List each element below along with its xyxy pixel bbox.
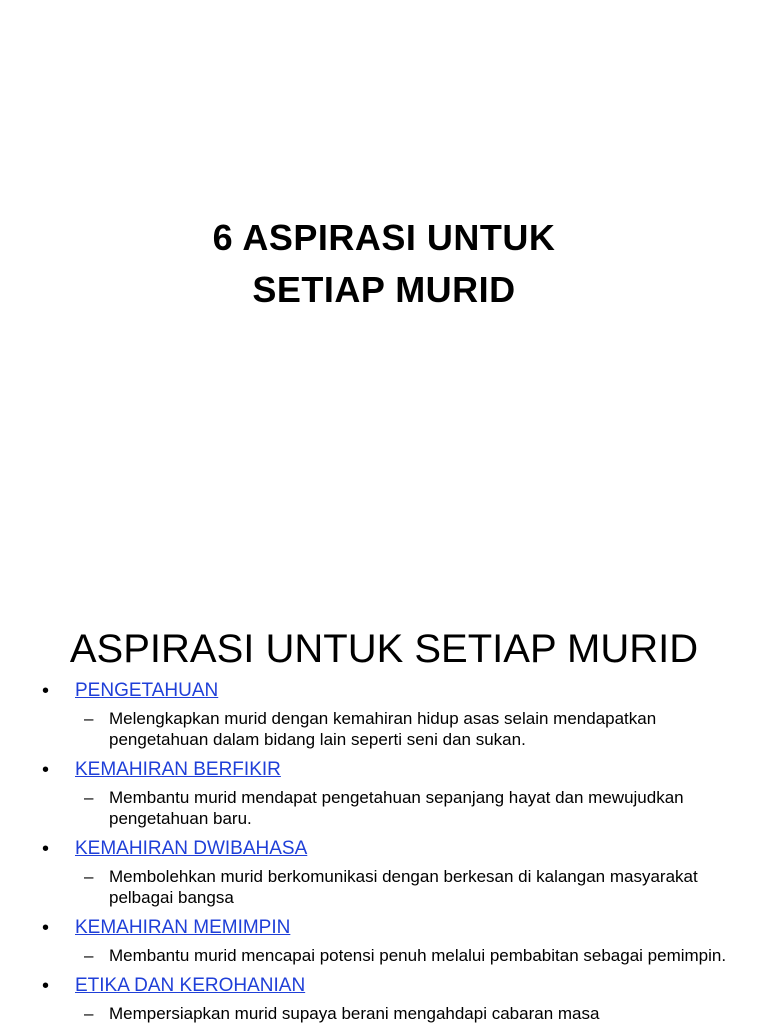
- list-item: [0, 755, 768, 829]
- bullet-icon: •: [42, 838, 50, 860]
- bullet-heading: [0, 834, 768, 864]
- slide-2-title: ASPIRASI UNTUK SETIAP MURID: [69, 627, 699, 671]
- list-item: [0, 971, 768, 1024]
- link-kemahiran-dwibahasa[interactable]: KEMAHIRAN DWIBAHASA: [75, 838, 308, 859]
- bullet-icon: •: [42, 680, 50, 702]
- slide-1-title: [0, 212, 768, 316]
- description-text: Membantu murid mendapat pengetahuan sepanjang hayat dan mewujudkan pengetahuan baru.: [109, 788, 684, 828]
- description-text: Membolehkan murid berkomunikasi dengan berkesan di kalangan masyarakat pelbagai bangsa: [109, 867, 698, 907]
- dash-icon: –: [84, 946, 94, 965]
- bullet-heading: [0, 755, 768, 785]
- dash-icon: –: [84, 1004, 94, 1023]
- bullet-description: [0, 866, 768, 908]
- slide-1-title-line-2: SETIAP MURID: [252, 269, 516, 310]
- dash-icon: –: [84, 867, 94, 886]
- link-pengetahuan[interactable]: PENGETAHUAN: [75, 680, 219, 701]
- bullet-heading: [0, 971, 768, 1001]
- description-text: Mempersiapkan murid supaya berani mengahdapi cabaran masa: [109, 1004, 600, 1023]
- description-text: Membantu murid mencapai potensi penuh melalui pembabitan sebagai pemimpin.: [109, 946, 727, 965]
- link-etika-dan-kerohanian[interactable]: ETIKA DAN KEROHANIAN: [75, 975, 306, 996]
- bullet-description: [0, 787, 768, 829]
- list-item: [0, 834, 768, 908]
- link-kemahiran-memimpin[interactable]: KEMAHIRAN MEMIMPIN: [75, 917, 291, 938]
- bullet-description: [0, 945, 768, 966]
- bullet-description: [0, 1003, 768, 1024]
- bullet-icon: •: [42, 917, 50, 939]
- bullet-description: [0, 708, 768, 750]
- bullet-icon: •: [42, 759, 50, 781]
- list-item: [0, 913, 768, 966]
- dash-icon: –: [84, 709, 94, 728]
- bullet-heading: [0, 676, 768, 706]
- aspiration-list: [0, 676, 768, 1024]
- bullet-heading: [0, 913, 768, 943]
- dash-icon: –: [84, 788, 94, 807]
- slide-1-title-line-1: 6 ASPIRASI UNTUK: [212, 217, 556, 258]
- list-item: [0, 676, 768, 750]
- link-kemahiran-berfikir[interactable]: KEMAHIRAN BERFIKIR: [75, 759, 281, 780]
- description-text: Melengkapkan murid dengan kemahiran hidup asas selain mendapatkan pengetahuan dalam bidang lain seperti seni dan sukan.: [109, 709, 657, 749]
- bullet-icon: •: [42, 975, 50, 997]
